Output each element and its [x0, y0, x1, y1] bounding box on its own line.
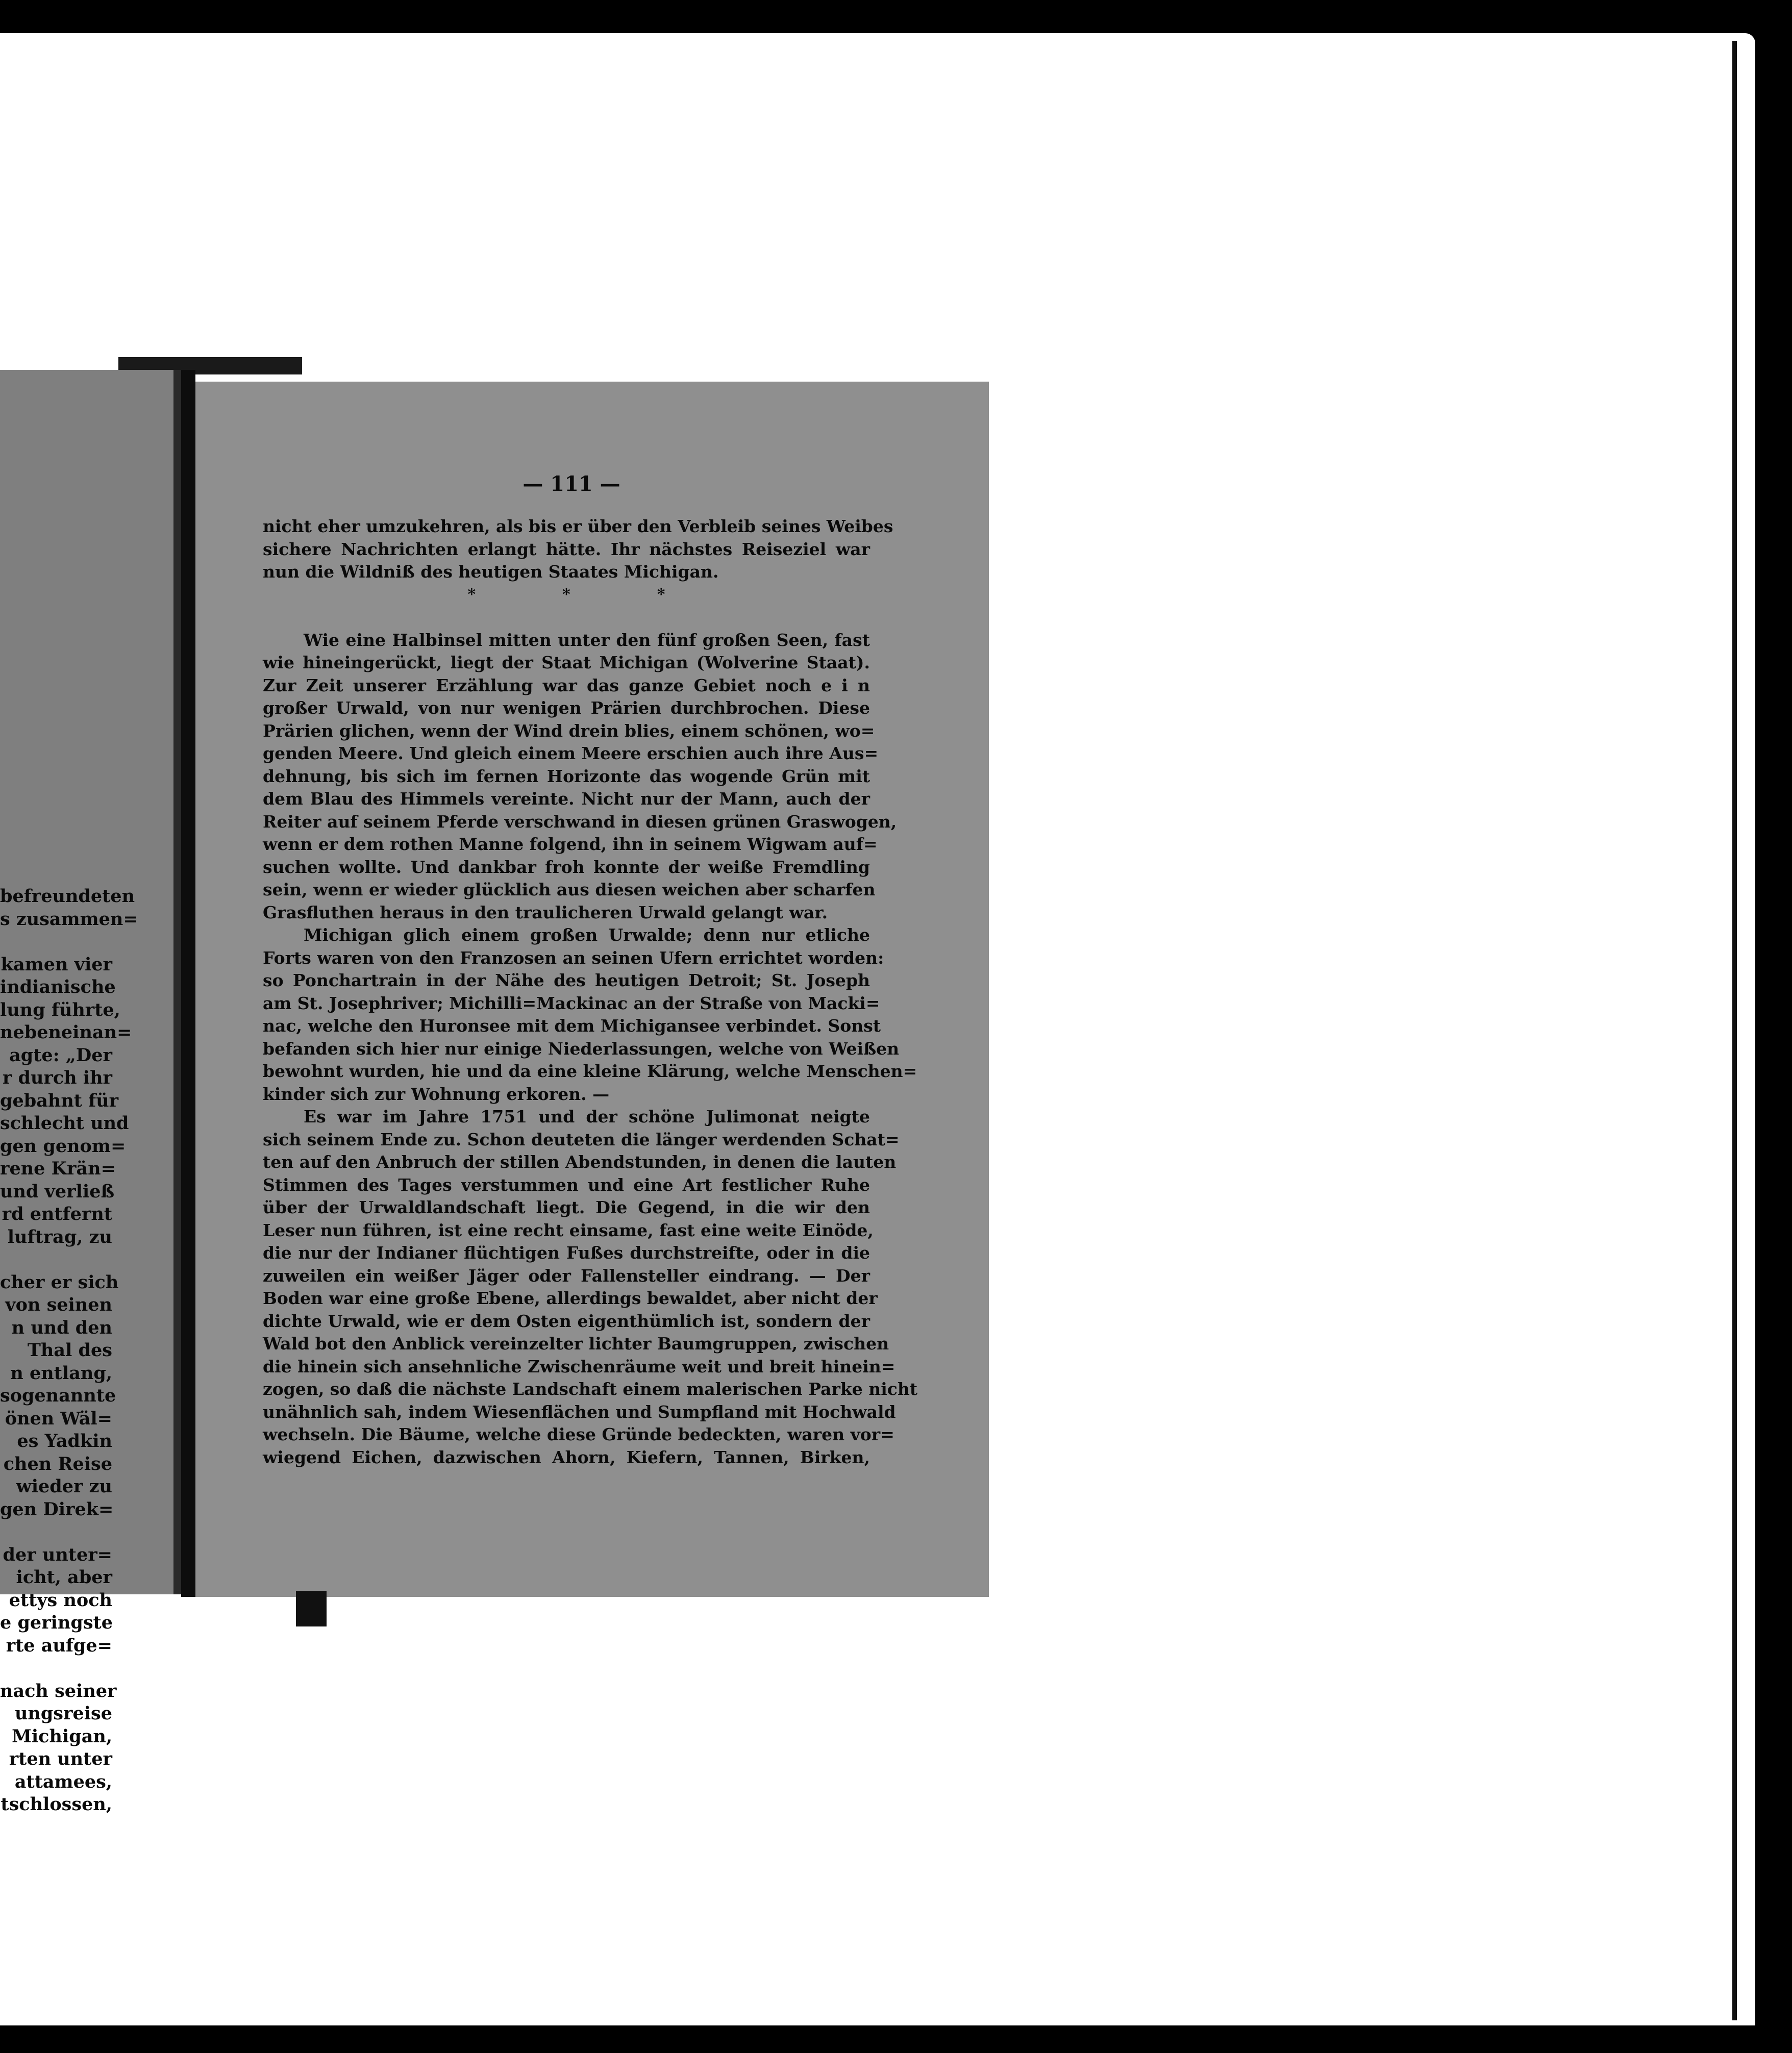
text-line: ten auf den Anbruch der stillen Abendstunden, in denen die lauten [263, 1152, 897, 1172]
text-line: bewohnt wurden, hie und da eine kleine Klärung, welche Menschen= [263, 1061, 917, 1081]
left-text-line [0, 1657, 112, 1680]
left-text-line [0, 1248, 112, 1271]
text-line: genden Meere. Und gleich einem Meere erschien auch ihre Aus= [263, 743, 879, 763]
left-text-line: agte: „Der [9, 1044, 112, 1066]
text-line: so Ponchartrain in der Nähe des heutigen Detroit; St. Joseph [263, 970, 870, 990]
text-line: nicht eher umzukehren, als bis er über den Verbleib seines Weibes [263, 516, 893, 536]
text-line: Forts waren von den Franzosen an seinen Ufern errichtet worden: [263, 947, 884, 968]
left-text-line: rd entfernt [2, 1204, 112, 1224]
text-line: über der Urwaldlandschaft liegt. Die Gegend, in die wir den [263, 1197, 870, 1217]
text-line: die nur der Indianer flüchtigen Fußes durchstreifte, oder in die [263, 1243, 870, 1263]
book-gutter [181, 370, 195, 1597]
text-line: zuweilen ein weißer Jäger oder Fallensteller eindrang. — Der [263, 1265, 870, 1286]
text-line: wenn er dem rothen Manne folgend, ihn in seinem Wigwam auf= [263, 834, 878, 854]
text-line: sein, wenn er wieder glücklich aus diesen weichen aber scharfen [263, 880, 876, 899]
left-text-line: ettys noch [9, 1589, 112, 1611]
left-text-line: lung führte, [0, 999, 120, 1020]
left-text-line: ungsreise [14, 1703, 112, 1724]
left-text-line: cher er sich [0, 1271, 119, 1293]
text-line: wiegend Eichen, dazwischen Ahorn, Kiefern, Tannen, Birken, [263, 1447, 870, 1467]
left-text-line: attamees, [14, 1771, 112, 1792]
frame-border-line [1732, 41, 1737, 2020]
left-text-line: icht, aber [16, 1567, 112, 1588]
left-text-line: schlecht und [0, 1113, 129, 1134]
text-line: Wald bot den Anblick vereinzelter lichter Baumgruppen, zwischen [263, 1334, 889, 1354]
text-line: nun die Wildniß des heutigen Staates Michigan. [263, 562, 719, 582]
section-break-asterisk: * [562, 585, 570, 604]
left-text-line: indianische [0, 977, 116, 997]
text-line: dehnung, bis sich im fernen Horizonte das wogende Grün mit [263, 766, 870, 786]
text-line: Reiter auf seinem Pferde verschwand in diesen grünen Graswogen, [263, 811, 897, 832]
left-text-line: chen Reise [3, 1453, 112, 1474]
text-line: dichte Urwald, wie er dem Osten eigenthümlich ist, sondern der [263, 1311, 870, 1331]
left-text-line: Thal des [27, 1340, 112, 1361]
text-line: nac, welche den Huronsee mit dem Michigansee verbindet. Sonst [263, 1016, 881, 1036]
text-line: unähnlich sah, indem Wiesenflächen und Sumpfland mit Hochwald [263, 1401, 896, 1422]
text-line: am St. Josephriver; Michilli=Mackinac an der Straße von Macki= [263, 993, 880, 1013]
text-line: dem Blau des Himmels vereinte. Nicht nur der Mann, auch der [263, 789, 870, 809]
left-text-line: önen Wäl= [5, 1408, 112, 1429]
left-text-line [0, 1521, 112, 1544]
left-text-line: gebahnt für [0, 1090, 119, 1111]
left-text-line: r durch ihr [2, 1067, 112, 1088]
left-text-line: und verließ [0, 1181, 115, 1202]
left-text-line: sogenannte [0, 1385, 116, 1406]
body-text [263, 515, 918, 1469]
left-text-line: gen genom= [0, 1135, 126, 1157]
text-line: sichere Nachrichten erlangt hätte. Ihr nächstes Reiseziel war [263, 539, 870, 559]
text-line: Stimmen des Tages verstummen und eine Art festlicher Ruhe [263, 1174, 870, 1195]
text-line: großer Urwald, von nur wenigen Prärien durchbrochen. Diese [263, 698, 870, 718]
left-text-line: gen Direk= [0, 1498, 114, 1520]
left-text-line: es Yadkin [17, 1431, 112, 1451]
text-line: suchen wollte. Und dankbar froh konnte der weiße Fremdling [263, 857, 870, 877]
left-text-line: n und den [11, 1317, 112, 1338]
left-text-line: kamen vier [1, 954, 112, 975]
left-page [0, 370, 181, 1815]
text-line: die hinein sich ansehnliche Zwischenräume weit und breit hinein= [263, 1356, 895, 1376]
left-text-line: nebeneinan= [0, 1022, 132, 1043]
section-break [263, 584, 870, 607]
text-line: Michigan glich einem großen Urwalde; denn nur etliche [304, 925, 870, 945]
left-text-line: befreundeten [0, 886, 135, 907]
left-text-line: rte aufge= [6, 1635, 112, 1656]
text-line: wechseln. Die Bäume, welche diese Gründe bedeckten, waren vor= [263, 1424, 894, 1444]
book-bottom-tab [296, 1591, 327, 1626]
left-text-line: wieder zu [16, 1476, 112, 1497]
left-text-line: luftrag, zu [7, 1226, 112, 1247]
text-line: Zur Zeit unserer Erzählung war das ganze Gebiet noch e i n [263, 675, 870, 695]
text-line: Boden war eine große Ebene, allerdings bewaldet, aber nicht der [263, 1288, 878, 1308]
text-line: zogen, so daß die nächste Landschaft einem malerischen Parke nicht [263, 1379, 918, 1399]
left-text-line [0, 931, 112, 954]
text-line: wie hineingerückt, liegt der Staat Michigan (Wolverine Staat). [263, 653, 870, 672]
left-text-line: nach seiner [0, 1680, 117, 1701]
page-number: — 111 — [522, 472, 620, 496]
left-text-line: von seinen [5, 1294, 112, 1315]
text-line: Grasfluthen heraus in den traulicheren Urwald gelangt war. [263, 902, 828, 922]
left-text-line: rten unter [9, 1748, 112, 1769]
text-line: Wie eine Halbinsel mitten unter den fünf großen Seen, fast [304, 630, 870, 650]
left-text-line: der unter= [3, 1544, 112, 1565]
left-text-line: n entlang, [10, 1362, 112, 1384]
left-page-text [0, 885, 138, 1816]
section-break-asterisk: * [657, 585, 665, 604]
left-text-line: rene Krän= [0, 1158, 116, 1179]
text-line: Leser nun führen, ist eine recht einsame, fast eine weite Einöde, [263, 1220, 874, 1240]
text-line: kinder sich zur Wohnung erkoren. — [263, 1084, 610, 1104]
section-break-asterisk: * [467, 585, 476, 604]
text-line: Es war im Jahre 1751 und der schöne Julimonat neigte [304, 1107, 870, 1126]
left-text-line: tschlossen, [1, 1794, 112, 1815]
left-text-line: Michigan, [12, 1725, 112, 1747]
paragraph-gap [263, 606, 870, 629]
text-line: Prärien glichen, wenn der Wind drein blies, einem schönen, wo= [263, 720, 875, 741]
left-text-line: e geringste [0, 1612, 113, 1633]
text-line: befanden sich hier nur einige Niederlassungen, welche von Weißen [263, 1038, 900, 1059]
text-line: sich seinem Ende zu. Schon deuteten die länger werdenden Schat= [263, 1129, 900, 1149]
left-text-line: s zusammen= [0, 908, 138, 930]
